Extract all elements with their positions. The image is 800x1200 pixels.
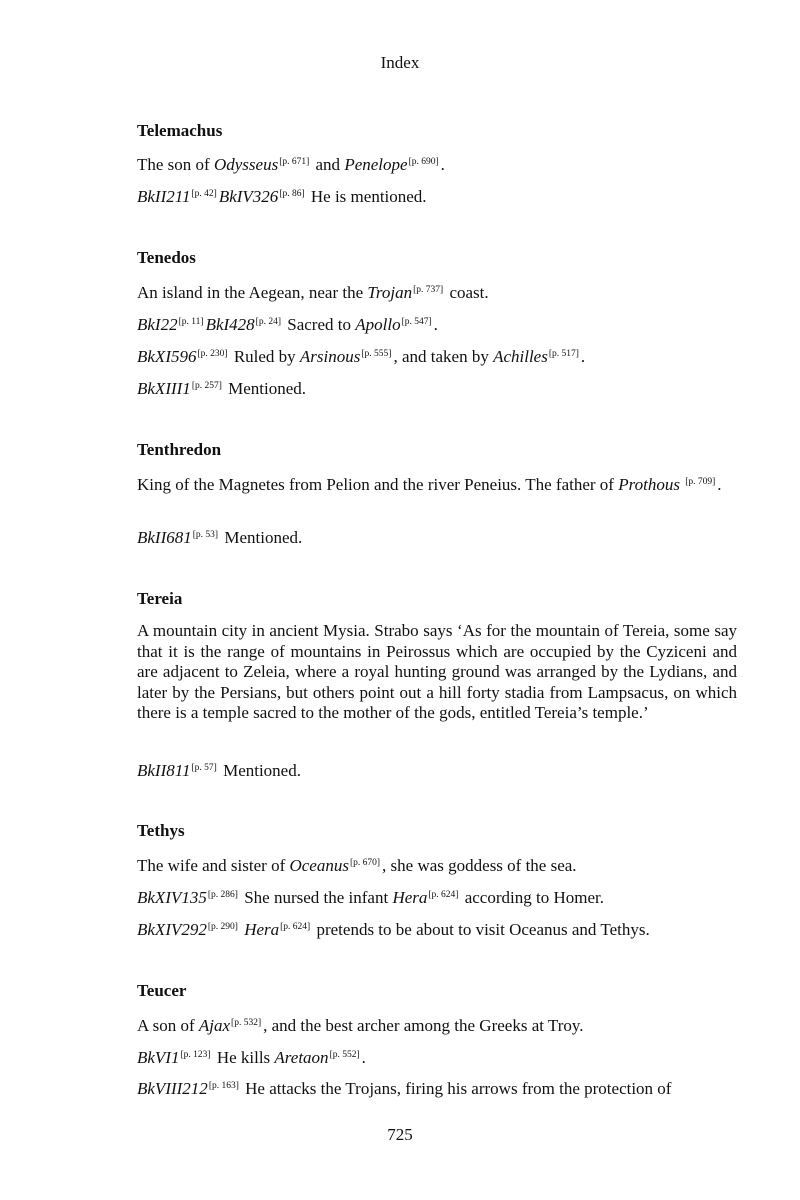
- page-reference: [p. 24]: [255, 317, 281, 327]
- page-reference: [p. 163]: [208, 1081, 239, 1091]
- entry-definition: The wife and sister of Oceanus[p. 670] , she was goddess of the sea.: [137, 856, 577, 875]
- book-reference-line: BkVIII212[p. 163] He attacks the Trojans, firing his arrows from the protection of: [137, 1079, 672, 1098]
- page-reference: [p. 86]: [279, 189, 305, 199]
- page-reference: [p. 517]: [548, 349, 579, 359]
- page-reference: [p. 737]: [413, 285, 444, 295]
- page-reference: [p. 670]: [349, 858, 381, 868]
- book-reference-line: BkII211[p. 42] BkIV326[p. 86] He is mentioned.: [137, 187, 427, 206]
- page-reference: [p. 57]: [191, 763, 217, 773]
- cross-reference-link[interactable]: Arsinous: [299, 347, 361, 366]
- entry-definition: King of the Magnetes from Pelion and the river Peneius. The father of Prothous [p. 709] .: [137, 475, 722, 494]
- page-header: Index: [380, 53, 420, 72]
- book-reference-line: BkI22[p. 11] BkI428[p. 24] Sacred to Apollo[p. 547] .: [137, 315, 438, 334]
- page-reference: [p. 671]: [279, 157, 310, 167]
- cross-reference-link[interactable]: Trojan: [367, 283, 413, 302]
- page-reference: [p. 11]: [178, 317, 204, 327]
- entry-title-telemachus: Telemachus: [137, 121, 223, 140]
- page-reference: [p. 532]: [231, 1018, 262, 1028]
- cross-reference-link[interactable]: Aretaon: [274, 1048, 329, 1067]
- entry-definition: An island in the Aegean, near the Trojan[p. 737] coast.: [137, 283, 489, 302]
- book-line-link[interactable]: BkXIV292: [137, 920, 207, 939]
- book-reference-line: BkXI596[p. 230] Ruled by Arsinous[p. 555] , and taken by Achilles[p. 517] .: [137, 347, 586, 366]
- page-reference: [p. 290]: [207, 922, 238, 932]
- book-line-link[interactable]: BkI22: [137, 315, 178, 334]
- page-reference: [p. 555]: [361, 349, 392, 359]
- cross-reference-link[interactable]: Hera: [392, 888, 428, 907]
- cross-reference-link[interactable]: Achilles: [493, 347, 548, 366]
- entry-title-tethys: Tethys: [137, 821, 185, 840]
- book-line-link[interactable]: BkIV326: [218, 187, 279, 206]
- page-reference: [p. 286]: [207, 890, 238, 900]
- page-reference: [p. 552]: [329, 1050, 360, 1060]
- book-reference-line: BkXIV292[p. 290] Hera[p. 624] pretends to be about to visit Oceanus and Tethys.: [137, 920, 650, 939]
- book-reference-line: BkXIV135[p. 286] She nursed the infant Hera[p. 624] according to Homer.: [137, 888, 604, 907]
- page-reference: [p. 547]: [401, 317, 432, 327]
- page-reference: [p. 123]: [180, 1050, 211, 1060]
- cross-reference-link[interactable]: Hera: [244, 920, 280, 939]
- cross-reference-link[interactable]: Apollo: [355, 315, 401, 334]
- page-reference: [p. 53]: [192, 530, 219, 540]
- book-reference-line: BkVI1[p. 123] He kills Aretaon[p. 552] .: [137, 1048, 366, 1067]
- book-line-link[interactable]: BkII811: [137, 761, 191, 780]
- entry-title-tenedos: Tenedos: [137, 248, 196, 267]
- page-reference: [p. 230]: [197, 349, 228, 359]
- page-reference: [p. 624]: [428, 890, 459, 900]
- book-line-link[interactable]: BkVI1: [137, 1048, 180, 1067]
- page-reference: [p. 257]: [191, 381, 222, 391]
- entry-definition: A mountain city in ancient Mysia. Strabo says ‘As for the mountain of Tereia, some say that it is the range of mountains in Peirossus which are occupied by the Cyziceni and are adjacent to Zeleia, where a royal hunting ground was arranged by the Lydians, and later by the Persians, but others point out a hill forty stadia from Lampsacus, on which there is a temple sacred to the mother of the gods, entitled Tereia’s temple.’: [137, 621, 737, 722]
- page-reference: [p. 42]: [191, 189, 217, 199]
- page-reference: [p. 624]: [280, 922, 311, 932]
- entry-title-tenthredon: Tenthredon: [137, 440, 222, 459]
- book-line-link[interactable]: BkXI596: [137, 347, 197, 366]
- page-number: 725: [387, 1125, 413, 1144]
- cross-reference-link[interactable]: Oceanus: [289, 856, 349, 875]
- entry-title-tereia: Tereia: [137, 589, 183, 608]
- entry-definition: A son of Ajax[p. 532] , and the best archer among the Greeks at Troy.: [137, 1016, 584, 1035]
- book-line-link[interactable]: BkXIV135: [137, 888, 207, 907]
- book-reference-line: BkII811[p. 57] Mentioned.: [137, 761, 301, 780]
- book-reference-line: BkXIII1[p. 257] Mentioned.: [137, 379, 307, 398]
- page-reference: [p. 690]: [408, 157, 439, 167]
- book-line-link[interactable]: BkII681: [137, 528, 192, 547]
- entry-title-teucer: Teucer: [137, 981, 187, 1000]
- cross-reference-link[interactable]: Odysseus: [213, 155, 279, 174]
- book-line-link[interactable]: BkVIII212: [137, 1079, 208, 1098]
- cross-reference-link[interactable]: Penelope: [344, 155, 408, 174]
- entry-definition: The son of Odysseus[p. 671] and Penelope[p. 690] .: [137, 155, 445, 174]
- book-line-link[interactable]: BkI428: [205, 315, 255, 334]
- page-reference: [p. 709]: [685, 477, 716, 487]
- book-line-link[interactable]: BkXIII1: [137, 379, 191, 398]
- book-line-link[interactable]: BkII211: [137, 187, 191, 206]
- cross-reference-link[interactable]: Ajax: [198, 1016, 231, 1035]
- cross-reference-link[interactable]: Prothous: [618, 475, 680, 494]
- book-reference-line: BkII681[p. 53] Mentioned.: [137, 528, 303, 547]
